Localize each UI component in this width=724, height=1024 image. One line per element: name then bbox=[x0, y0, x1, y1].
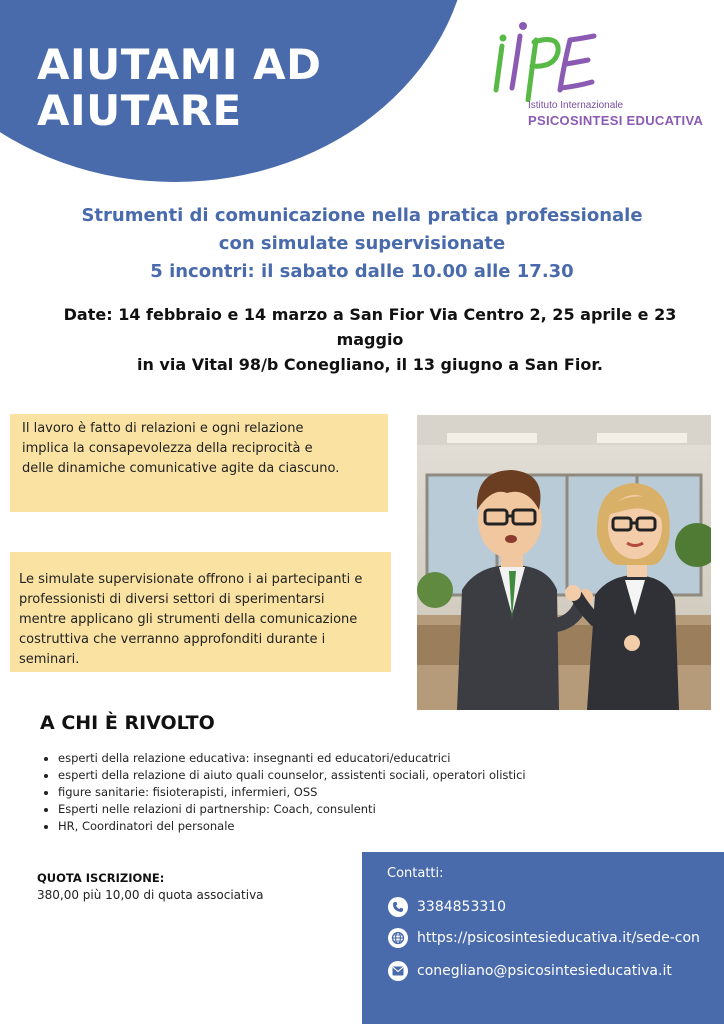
intro-box bbox=[10, 414, 388, 512]
audience-list bbox=[40, 750, 526, 835]
contact-email[interactable] bbox=[388, 961, 672, 981]
phone-number[interactable]: 3384853310 bbox=[417, 899, 507, 915]
audience-heading: A CHI È RIVOLTO bbox=[40, 712, 215, 734]
contact-website[interactable] bbox=[388, 928, 700, 948]
email-link[interactable]: conegliano@psicosintesieducativa.it bbox=[417, 963, 672, 979]
logo-name-line: PSICOSINTESI EDUCATIVA bbox=[528, 113, 704, 128]
subtitle-line-1: Strumenti di comunicazione nella pratica professionale bbox=[81, 205, 643, 226]
page-title bbox=[37, 42, 322, 134]
list-item: • figure sanitarie: fisioterapisti, infermieri, OSS bbox=[58, 784, 526, 801]
list-item: • HR, Coordinatori del personale bbox=[58, 818, 526, 835]
contacts-heading: Contatti: bbox=[387, 866, 444, 881]
website-link[interactable]: https://psicosintesieducativa.it/sede-con bbox=[417, 930, 700, 946]
list-item: • esperti della relazione educativa: insegnanti ed educatori/educatrici bbox=[58, 750, 526, 767]
dates-block bbox=[30, 302, 710, 377]
fee-label: QUOTA ISCRIZIONE: bbox=[37, 871, 165, 885]
office-illustration bbox=[417, 415, 711, 710]
globe-icon bbox=[388, 928, 408, 948]
logo-institute-line: Istituto Internazionale bbox=[528, 100, 624, 111]
logo-mark bbox=[490, 20, 610, 102]
contacts-panel bbox=[362, 852, 724, 1024]
simulation-text: Le simulate supervisionate offrono i ai partecipanti e professionisti di diversi settori di sperimentarsi mentre applicano gli strumenti della comunicazione costruttiva che verranno approfonditi durante i seminari. bbox=[19, 572, 363, 667]
two-professionals-image bbox=[417, 415, 711, 710]
mail-icon bbox=[388, 961, 408, 981]
list-item: • esperti della relazione di aiuto quali counselor, assistenti sociali, operatori olistici bbox=[58, 767, 526, 784]
subtitle-line-2: con simulate supervisionate bbox=[218, 233, 506, 254]
dates-line-2: in via Vital 98/b Conegliano, il 13 giugno a San Fior. bbox=[136, 355, 604, 374]
course-subtitle bbox=[0, 202, 724, 286]
iipe-logo bbox=[490, 20, 705, 130]
simulation-box bbox=[10, 552, 391, 672]
title-line-2: AIUTARE bbox=[37, 86, 242, 135]
subtitle-schedule: 5 incontri: il sabato dalle 10.00 alle 17.30 bbox=[150, 261, 574, 282]
title-line-1: AIUTAMI AD bbox=[37, 40, 322, 89]
list-item: • Esperti nelle relazioni di partnership: Coach, consulenti bbox=[58, 801, 526, 818]
contact-phone[interactable] bbox=[388, 897, 506, 917]
dates-line-1: Date: 14 febbraio e 14 marzo a San Fior Via Centro 2, 25 aprile e 23 maggio bbox=[63, 305, 677, 349]
intro-text: Il lavoro è fatto di relazioni e ogni relazione implica la consapevolezza della reciprocità e delle dinamiche comunicative agite da ciascuno. bbox=[22, 421, 340, 476]
fee-value: 380,00 più 10,00 di quota associativa bbox=[37, 888, 264, 902]
phone-icon bbox=[388, 897, 408, 917]
